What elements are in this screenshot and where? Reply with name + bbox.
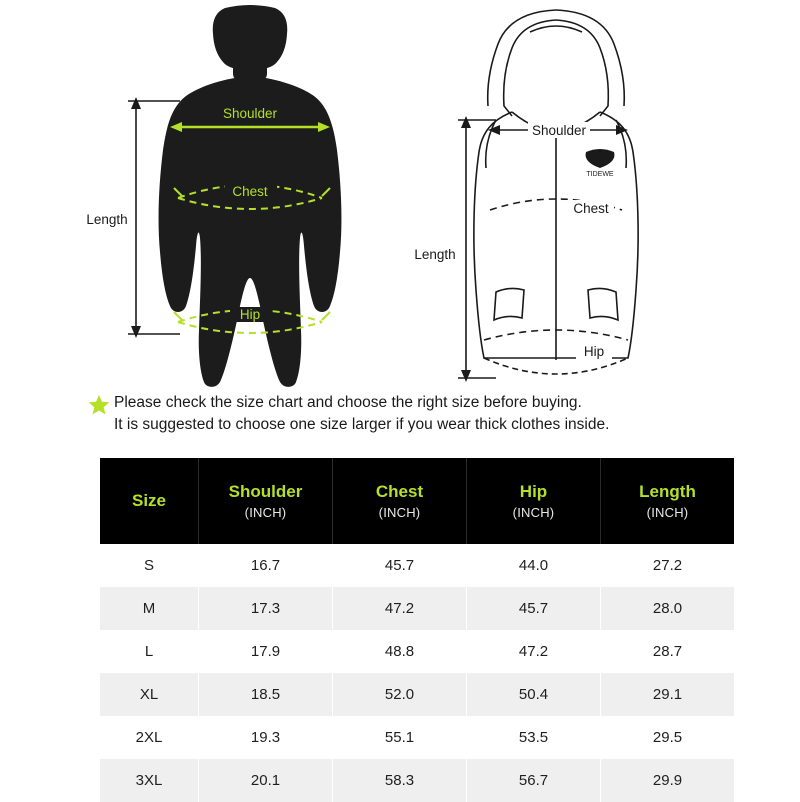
header-unit-chest: (INCH) bbox=[378, 505, 421, 520]
size-table-wrapper bbox=[100, 458, 720, 802]
length-label-left: Length bbox=[86, 212, 128, 227]
chest-label-left: Chest bbox=[232, 184, 268, 199]
size-table-body bbox=[100, 544, 734, 802]
hip-label-right: Hip bbox=[583, 344, 605, 359]
header-cell-chest bbox=[333, 458, 467, 544]
cell-hip: 44.0 bbox=[467, 544, 601, 587]
header-unit-shoulder: (INCH) bbox=[244, 505, 287, 520]
size-table-head bbox=[100, 458, 734, 544]
cell-chest: 47.2 bbox=[333, 587, 467, 630]
table-header-row bbox=[100, 458, 734, 544]
header-label-size: Size bbox=[131, 491, 167, 510]
measurement-diagrams-svg bbox=[0, 0, 800, 390]
header-cell-hip bbox=[467, 458, 601, 544]
cell-length: 27.2 bbox=[601, 544, 735, 587]
cell-size: 2XL bbox=[100, 716, 199, 759]
cell-shoulder: 17.3 bbox=[199, 587, 333, 630]
cell-shoulder: 17.9 bbox=[199, 630, 333, 673]
header-cell-length bbox=[601, 458, 735, 544]
header-unit-hip: (INCH) bbox=[512, 505, 555, 520]
cell-size: M bbox=[100, 587, 199, 630]
cell-shoulder: 20.1 bbox=[199, 759, 333, 802]
cell-size: S bbox=[100, 544, 199, 587]
cell-shoulder: 18.5 bbox=[199, 673, 333, 716]
header-label-shoulder: Shoulder bbox=[228, 482, 303, 501]
brand-badge bbox=[586, 149, 615, 178]
table-row bbox=[100, 716, 734, 759]
cell-hip: 56.7 bbox=[467, 759, 601, 802]
cell-size: L bbox=[100, 630, 199, 673]
header-label-hip: Hip bbox=[519, 482, 548, 501]
note-line-2: It is suggested to choose one size larger if you wear thick clothes inside. bbox=[114, 416, 610, 434]
table-row bbox=[100, 587, 734, 630]
cell-length: 28.0 bbox=[601, 587, 735, 630]
size-table bbox=[100, 458, 734, 802]
note-block bbox=[88, 392, 778, 437]
hip-label-left: Hip bbox=[239, 307, 261, 322]
cell-length: 29.5 bbox=[601, 716, 735, 759]
brand-name: TIDEWE bbox=[586, 171, 614, 178]
table-row bbox=[100, 759, 734, 802]
cell-hip: 53.5 bbox=[467, 716, 601, 759]
header-label-length: Length bbox=[639, 482, 696, 501]
cell-chest: 45.7 bbox=[333, 544, 467, 587]
shoulder-label-left: Shoulder bbox=[222, 106, 278, 121]
cell-shoulder: 16.7 bbox=[199, 544, 333, 587]
cell-shoulder: 19.3 bbox=[199, 716, 333, 759]
note-line-1: Please check the size chart and choose the right size before buying. bbox=[114, 394, 582, 411]
cell-length: 29.1 bbox=[601, 673, 735, 716]
cell-hip: 50.4 bbox=[467, 673, 601, 716]
star-icon bbox=[88, 394, 110, 416]
header-cell-size bbox=[100, 458, 199, 544]
cell-size: 3XL bbox=[100, 759, 199, 802]
cell-length: 28.7 bbox=[601, 630, 735, 673]
vest-garment-group bbox=[408, 10, 638, 382]
cell-length: 29.9 bbox=[601, 759, 735, 802]
cell-size: XL bbox=[100, 673, 199, 716]
chest-label-right: Chest bbox=[573, 201, 609, 216]
body-silhouette-group bbox=[80, 5, 341, 387]
cell-chest: 55.1 bbox=[333, 716, 467, 759]
shoulder-label-right: Shoulder bbox=[531, 123, 587, 138]
cell-chest: 52.0 bbox=[333, 673, 467, 716]
cell-chest: 58.3 bbox=[333, 759, 467, 802]
length-label-right: Length bbox=[414, 247, 456, 262]
header-unit-length: (INCH) bbox=[646, 505, 689, 520]
header-cell-shoulder bbox=[199, 458, 333, 544]
table-row bbox=[100, 673, 734, 716]
header-label-chest: Chest bbox=[375, 482, 424, 501]
cell-hip: 45.7 bbox=[467, 587, 601, 630]
table-row bbox=[100, 544, 734, 587]
cell-hip: 47.2 bbox=[467, 630, 601, 673]
cell-chest: 48.8 bbox=[333, 630, 467, 673]
diagrams-area bbox=[0, 0, 800, 390]
table-row bbox=[100, 630, 734, 673]
